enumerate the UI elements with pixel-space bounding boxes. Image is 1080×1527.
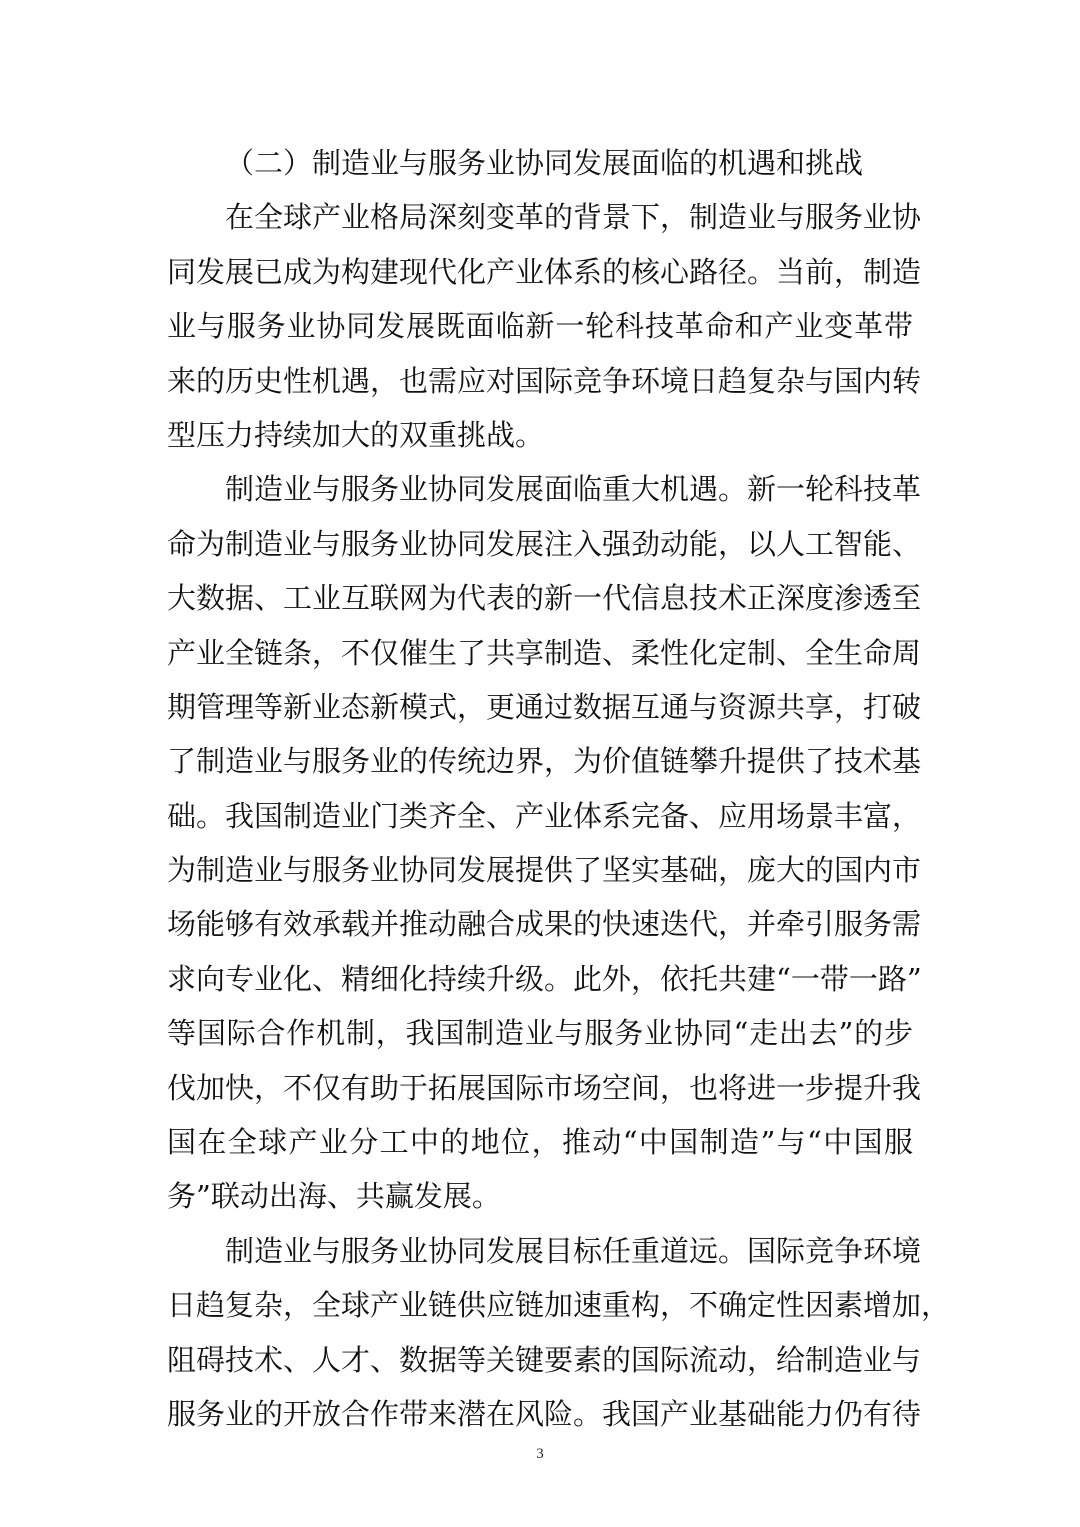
paragraph-2-line-7: 础。我国制造业门类齐全、产业体系完备、应用场景丰富， bbox=[167, 798, 922, 833]
paragraph-2-line-12: 伐加快，不仅有助于拓展国际市场空间，也将进一步提升我 bbox=[167, 1070, 922, 1105]
paragraph-2-line-5: 期管理等新业态新模式，更通过数据互通与资源共享，打破 bbox=[167, 689, 922, 724]
page-number: 3 bbox=[536, 1446, 544, 1462]
paragraph-2-line-13: 国在全球产业分工中的地位，推动“中国制造”与“中国服 bbox=[167, 1125, 913, 1160]
paragraph-3-line-3: 阻碍技术、人才、数据等关键要素的国际流动，给制造业与 bbox=[167, 1342, 922, 1377]
paragraph-2-line-3: 大数据、工业互联网为代表的新一代信息技术正深度渗透至 bbox=[167, 581, 922, 616]
paragraph-3-line-2: 日趋复杂，全球产业链供应链加速重构，不确定性因素增加， bbox=[167, 1288, 951, 1323]
section-heading: （二）制造业与服务业协同发展面临的机遇和挑战 bbox=[225, 146, 864, 180]
paragraph-2-line-1: 制造业与服务业协同发展面临重大机遇。新一轮科技革 bbox=[225, 472, 922, 507]
paragraph-1-line-5: 型压力持续加大的双重挑战。 bbox=[167, 417, 545, 452]
paragraph-2-line-10: 求向专业化、精细化持续升级。此外，依托共建“一带一路” bbox=[167, 961, 922, 996]
paragraph-3-line-4: 服务业的开放合作带来潜在风险。我国产业基础能力仍有待 bbox=[167, 1396, 922, 1431]
paragraph-2-line-9: 场能够有效承载并推动融合成果的快速迭代，并牵引服务需 bbox=[167, 907, 922, 942]
paragraph-2-line-8: 为制造业与服务业协同发展提供了坚实基础，庞大的国内市 bbox=[167, 853, 922, 888]
paragraph-1-line-1: 在全球产业格局深刻变革的背景下，制造业与服务业协 bbox=[225, 200, 922, 235]
paragraph-2-line-6: 了制造业与服务业的传统边界，为价值链攀升提供了技术基 bbox=[167, 744, 922, 779]
paragraph-1-line-3: 业与服务业协同发展既面临新一轮科技革命和产业变革带 bbox=[167, 309, 913, 344]
paragraph-1-line-2: 同发展已成为构建现代化产业体系的核心路径。当前，制造 bbox=[167, 254, 922, 289]
document-body bbox=[167, 136, 951, 1441]
paragraph-1-line-4: 来的历史性机遇，也需应对国际竞争环境日趋复杂与国内转 bbox=[167, 363, 922, 398]
paragraph-3-line-1: 制造业与服务业协同发展目标任重道远。国际竞争环境 bbox=[225, 1233, 922, 1268]
paragraph-2-line-2: 命为制造业与服务业协同发展注入强劲动能，以人工智能、 bbox=[167, 526, 922, 561]
paragraph-2-line-11: 等国际合作机制，我国制造业与服务业协同“走出去”的步 bbox=[167, 1016, 913, 1051]
paragraph-2-line-4: 产业全链条，不仅催生了共享制造、柔性化定制、全生命周 bbox=[167, 635, 922, 670]
paragraph-2-line-14: 务”联动出海、共赢发展。 bbox=[167, 1179, 501, 1214]
